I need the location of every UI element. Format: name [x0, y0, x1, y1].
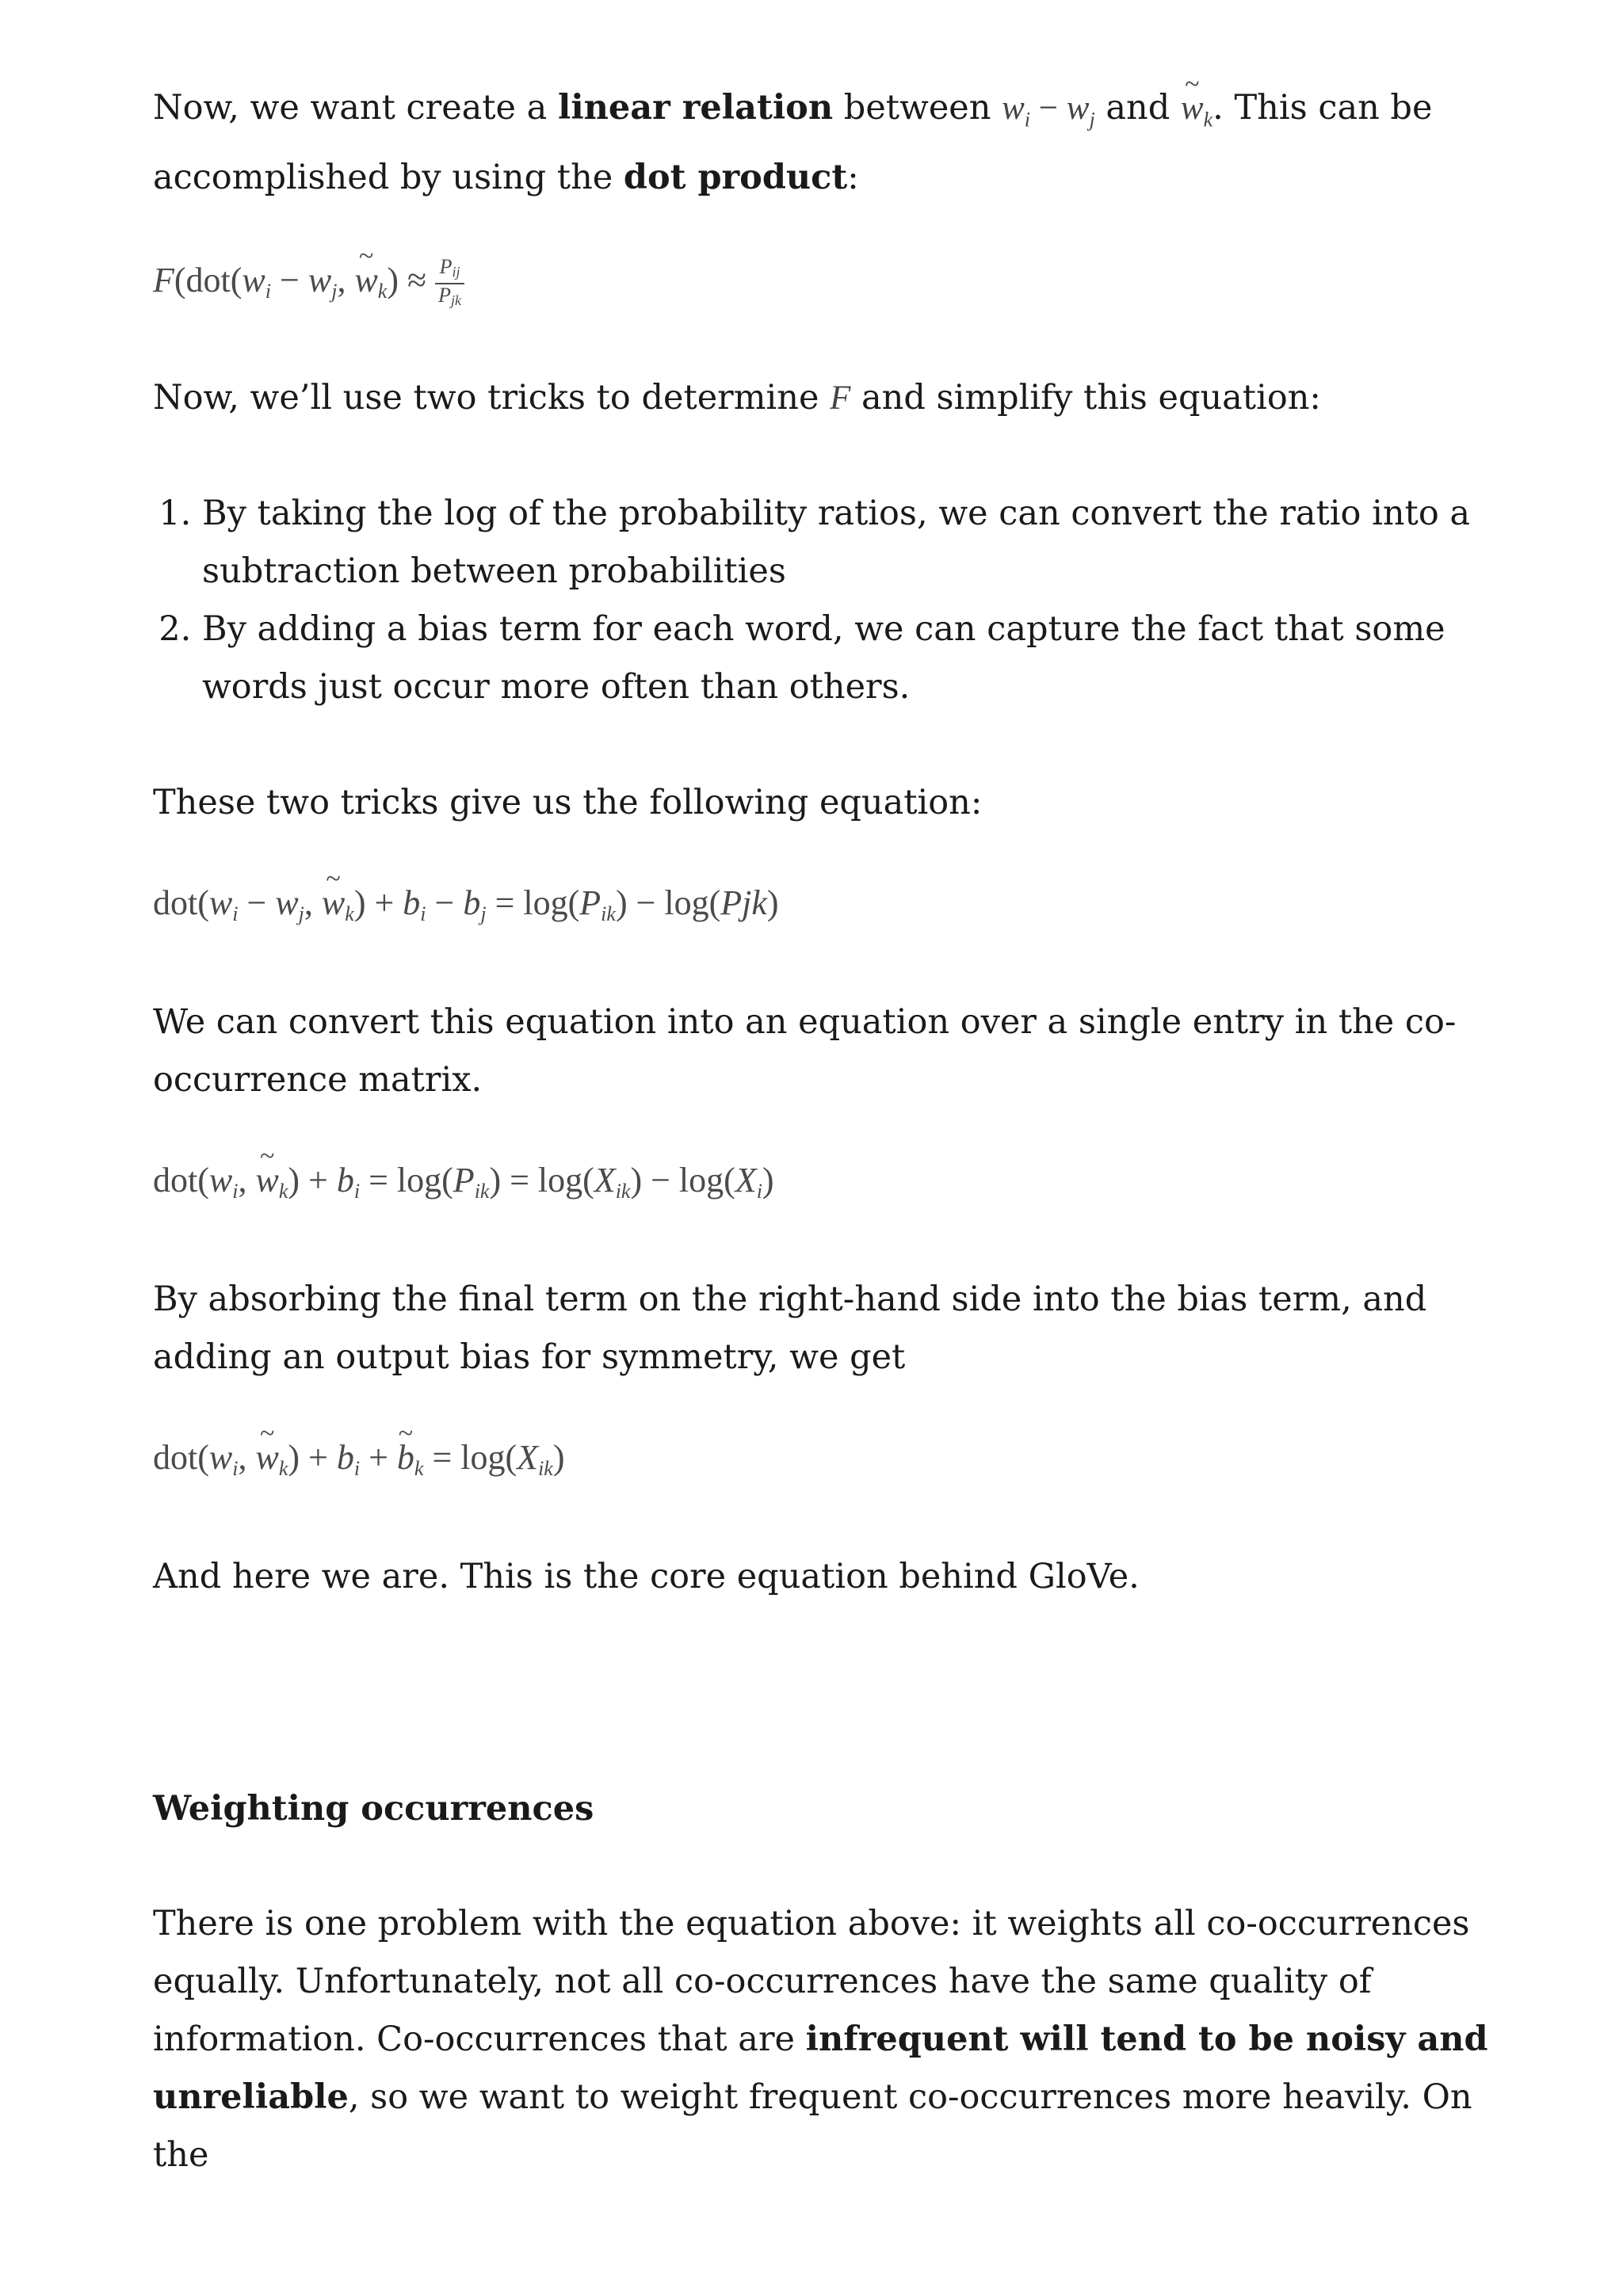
section-heading: Weighting occurrences	[153, 1788, 594, 1829]
article-body	[153, 79, 1516, 2184]
equation-1: $F(dot(w_i - w_j$, ~ $w_k$) ≈ $\frac{P_{ij}}{P_{jk}}$	[153, 256, 1516, 315]
equation-4: $dot(w_i$, ~ $w_k) + b_i$ + ~ $b_k = \log(X_{ik})$	[153, 1434, 1516, 1493]
inline-math-f: F	[830, 379, 851, 417]
equation-3: $dot(w_i$, ~ $w_k) + b_i = \log(P_{ik}) = \log(X_{ik}) - \log(X_i)$	[153, 1157, 1516, 1215]
bold-linear-relation: linear relation	[557, 88, 834, 128]
fraction-pij-pjk: $\frac{P_{ij}}{P_{jk}}$	[435, 256, 464, 311]
paragraph-following-equation: These two tricks give us the following equation:	[153, 782, 983, 822]
paragraph-linear-relation: Now, we want create a linear relation between $w_i - w_j$ and ~ $w_k$. This can be accomplished by using the dot product:	[153, 79, 1516, 207]
inline-math-wi-minus-wj: $w_i - w_j$	[1002, 90, 1095, 132]
bold-dot-product: dot product	[623, 157, 848, 197]
list-item: 1. By taking the log of the probability ratios, we can convert the ratio into a subtraction between probabilities	[202, 485, 1516, 601]
paragraph-weighting-problem: There is one problem with the equation above: it weights all co-occurrences equally. Unfortunately, not all co-occurrences have the same quality of information. Co-occurrences that are infrequent will tend to be noisy and unreliable, so we want to weight frequent co-occurrences more heavily. On the	[153, 1903, 1488, 2175]
inline-math-wk-tilde: ~ $w_k$	[1181, 90, 1212, 127]
paragraph-absorbing-term: By absorbing the final term on the right-hand side into the bias term, and adding an output bias for symmetry, we get	[153, 1279, 1427, 1377]
bold-infrequent-noisy: infrequent will tend to be noisy and unreliable	[153, 2019, 1488, 2117]
list-item: 2. By adding a bias term for each word, we can capture the fact that some words just occur more often than others.	[202, 601, 1516, 716]
paragraph-core-equation: And here we are. This is the core equation behind GloVe.	[153, 1556, 1140, 1596]
paragraph-single-entry: We can convert this equation into an equation over a single entry in the co-occurrence matrix.	[153, 1001, 1457, 1100]
tricks-list	[153, 485, 1516, 716]
equation-2: $dot(w_i - w_j$, ~ $w_k) + b_i - b_j = \log(P_{ik}) - \log(Pjk)$	[153, 879, 1516, 938]
paragraph-two-tricks: Now, we’ll use two tricks to determine F and simplify this equation:	[153, 377, 1321, 418]
